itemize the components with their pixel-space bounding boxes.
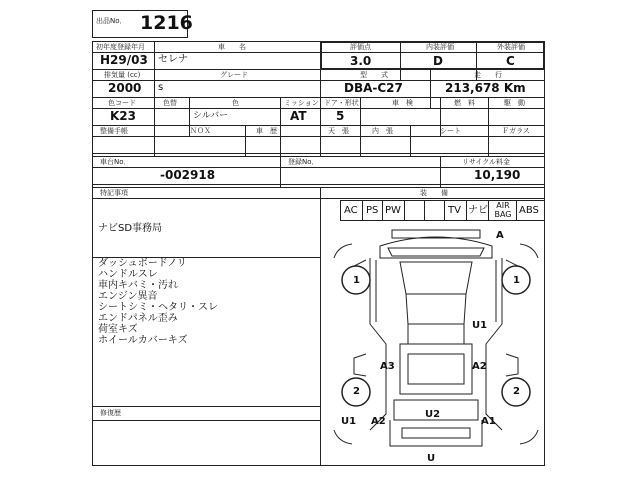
first-registration-value: H29/03 — [100, 53, 148, 67]
transmission-label: ミッション — [284, 99, 319, 107]
note-item: ダッシュボードノリ — [98, 258, 187, 269]
exterior-grade-label: 外装評価 — [497, 43, 525, 51]
damage-wheel-rear-right: 2 — [513, 386, 520, 397]
lot-number-label: 出品No． — [96, 17, 127, 25]
note-item: ホイールカバーキズ — [98, 335, 188, 346]
special-notes-label: 特記事項 — [100, 189, 128, 197]
exterior-grade-value: C — [506, 54, 515, 68]
fuel-label: 燃 料 — [454, 99, 475, 107]
grade-label: グレード — [220, 71, 248, 79]
damage-bottom-right-a1: A1 — [481, 416, 496, 427]
damage-right-side: U1 — [472, 320, 488, 331]
equipment-abs: ABS — [519, 205, 539, 216]
chassis-number-value: -002918 — [160, 168, 216, 182]
note-item: エンジン異音 — [98, 291, 158, 302]
car-name-label: 車 名 — [218, 43, 246, 51]
color-code-label: 色コード — [108, 99, 136, 107]
equipment-ps: PS — [366, 205, 379, 216]
model-value: DBA-C27 — [344, 81, 403, 95]
color-change-label: 色替 — [163, 99, 177, 107]
model-label: 型 式 — [360, 71, 388, 79]
chassis-number-label: 車台No． — [100, 158, 131, 166]
mileage-value: 213,678 Km — [445, 81, 526, 95]
front-glass-label: Ｆガラス — [502, 127, 530, 135]
damage-right-panel: A2 — [472, 361, 487, 372]
seat-label: シート — [440, 127, 461, 135]
damage-bottom-center: U — [427, 453, 436, 464]
equipment-label: 装 備 — [420, 189, 448, 197]
mileage-label: 走 行 — [474, 71, 502, 79]
equipment-navi: ナビ — [468, 205, 488, 216]
note-item: シートシミ・ヘタリ・スレ — [98, 302, 218, 313]
recycle-fee-value: 10,190 — [474, 168, 521, 182]
interior-grade-value: D — [433, 54, 443, 68]
note-item: エンドパネル歪み — [98, 313, 178, 324]
first-registration-label: 初年度登録年月 — [96, 43, 145, 51]
damage-rear-center: U2 — [425, 409, 441, 420]
special-note-first: ナビSD事務局 — [98, 223, 163, 234]
color-value: シルバー — [193, 111, 229, 121]
displacement-value: 2000 — [108, 81, 142, 95]
color-code-value: K23 — [110, 109, 136, 123]
score-label: 評価点 — [350, 43, 371, 51]
nox-label: ＮＯＸ — [190, 127, 211, 135]
car-name-value: セレナ — [158, 54, 188, 65]
color-label: 色 — [232, 99, 239, 107]
damage-wheel-front-right: 1 — [513, 275, 520, 286]
displacement-label: 排気量 (cc) — [104, 71, 141, 79]
special-notes-list — [98, 258, 318, 346]
maintenance-record-label: 整備手帳 — [100, 127, 128, 135]
damage-wheel-front-left: 1 — [353, 275, 360, 286]
damage-left-panel: A3 — [380, 361, 395, 372]
note-item: 車内キバミ・汚れ — [98, 280, 178, 291]
damage-bottom-left-a2: A2 — [371, 416, 386, 427]
drive-label: 駆 動 — [504, 99, 525, 107]
inspection-label: 車 検 — [392, 99, 413, 107]
transmission-value: AT — [290, 109, 307, 123]
interior-grade-label: 内装評価 — [426, 43, 454, 51]
vehicle-history-label: 車 歴 — [256, 127, 277, 135]
equipment-pw: PW — [385, 205, 401, 216]
repair-history-label: 修復歴 — [100, 409, 121, 417]
damage-wheel-rear-left: 2 — [353, 386, 360, 397]
score-value: 3.0 — [350, 54, 372, 68]
equipment-tv: TV — [448, 205, 461, 216]
registration-number-label: 登録No． — [288, 158, 319, 166]
car-diagram — [330, 224, 544, 464]
note-item: ハンドルスレ — [98, 269, 158, 280]
doors-label: ドア・形状 — [324, 99, 359, 107]
roof-lining-label: 天 張 — [328, 127, 349, 135]
damage-bottom-left-u1: U1 — [341, 416, 357, 427]
interior-trim-label: 内 張 — [372, 127, 393, 135]
lot-number: 1216 — [140, 12, 193, 34]
note-item: 荷室キズ — [98, 324, 138, 335]
doors-value: 5 — [336, 109, 345, 123]
recycle-fee-label: リサイクル料金 — [462, 158, 511, 166]
equipment-ac: AC — [344, 205, 358, 216]
equipment-airbag: AIR BAG — [494, 201, 512, 219]
grade-value: s — [158, 82, 164, 93]
damage-front: A — [496, 230, 504, 241]
